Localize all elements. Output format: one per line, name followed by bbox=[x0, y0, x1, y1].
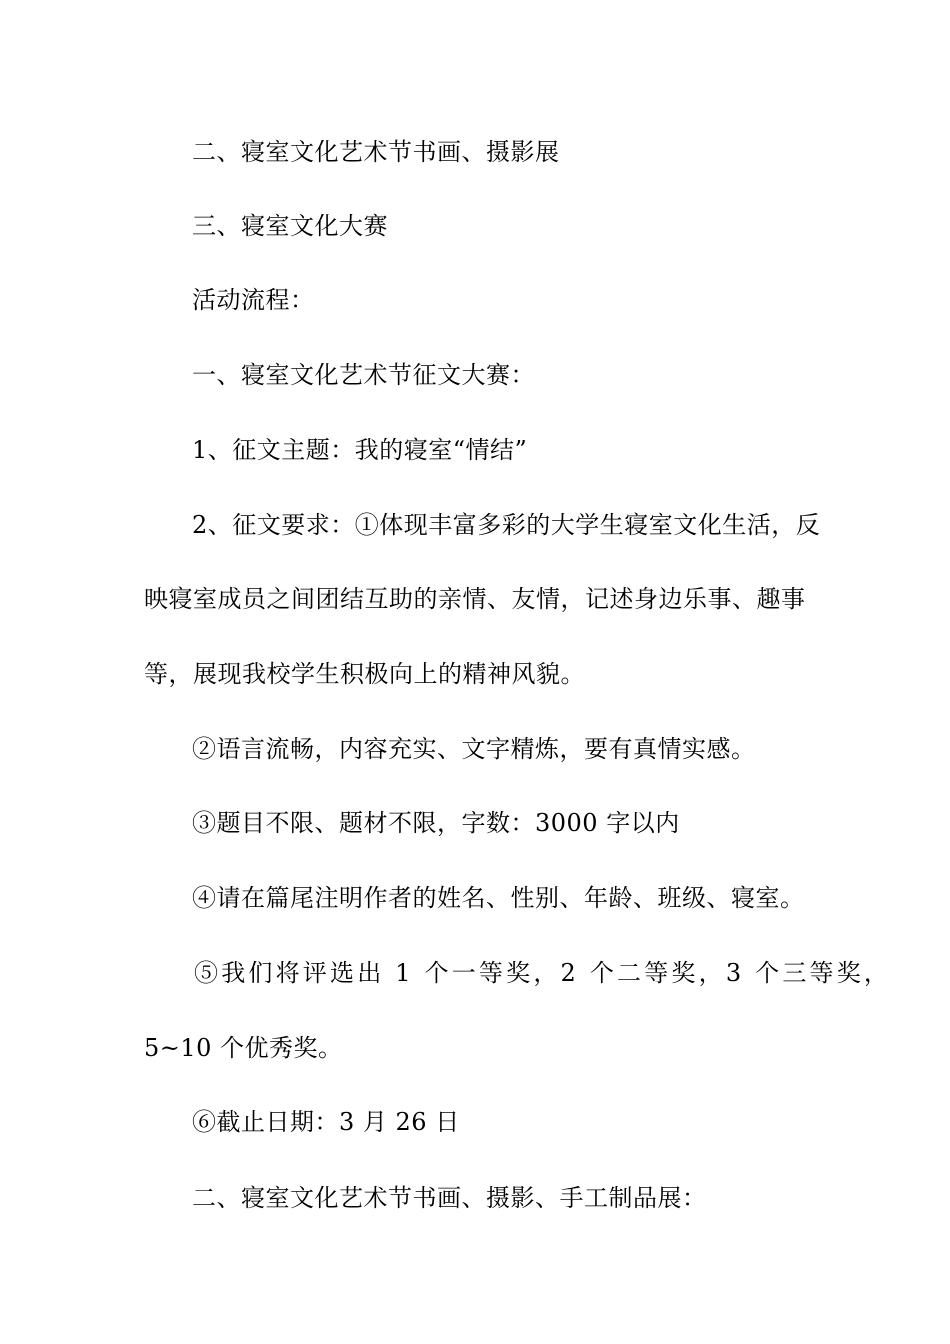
essay-requirements-line-2: 映寝室成员之间团结互助的亲情、友情，记述身边乐事、趣事 bbox=[144, 585, 806, 613]
essay-requirements-line-3: 等，展现我校学生积极向上的精神风貌。 bbox=[144, 660, 585, 688]
requirement-author-info: ④请在篇尾注明作者的姓名、性别、年龄、班级、寝室。 bbox=[192, 884, 805, 912]
requirement-awards-line-1: ⑤我们将评选出 1 个一等奖，2 个二等奖，3 个三等奖， bbox=[194, 959, 892, 987]
requirement-awards-line-2: 5~10 个优秀奖。 bbox=[144, 1034, 343, 1062]
essay-theme-line: 1、征文主题：我的寝室“情结” bbox=[192, 436, 528, 464]
section-heading-crafts-exhibition: 二、寝室文化艺术节书画、摄影、手工制品展： bbox=[192, 1184, 707, 1212]
requirement-deadline: ⑥截止日期：3 月 26 日 bbox=[192, 1108, 460, 1136]
section-heading-essay-contest: 一、寝室文化艺术节征文大赛： bbox=[192, 361, 535, 389]
activity-process-heading: 活动流程： bbox=[192, 286, 315, 314]
section-heading-calligraphy-photo-exhibition: 二、寝室文化艺术节书画、摄影展 bbox=[192, 138, 560, 166]
essay-requirements-line-1: 2、征文要求：①体现丰富多彩的大学生寝室文化生活，反 bbox=[192, 511, 821, 539]
requirement-topic-word-count: ③题目不限、题材不限，字数：3000 字以内 bbox=[192, 809, 680, 837]
requirement-language: ②语言流畅，内容充实、文字精炼，要有真情实感。 bbox=[192, 735, 756, 763]
section-heading-dorm-culture-contest: 三、寝室文化大赛 bbox=[192, 212, 388, 240]
